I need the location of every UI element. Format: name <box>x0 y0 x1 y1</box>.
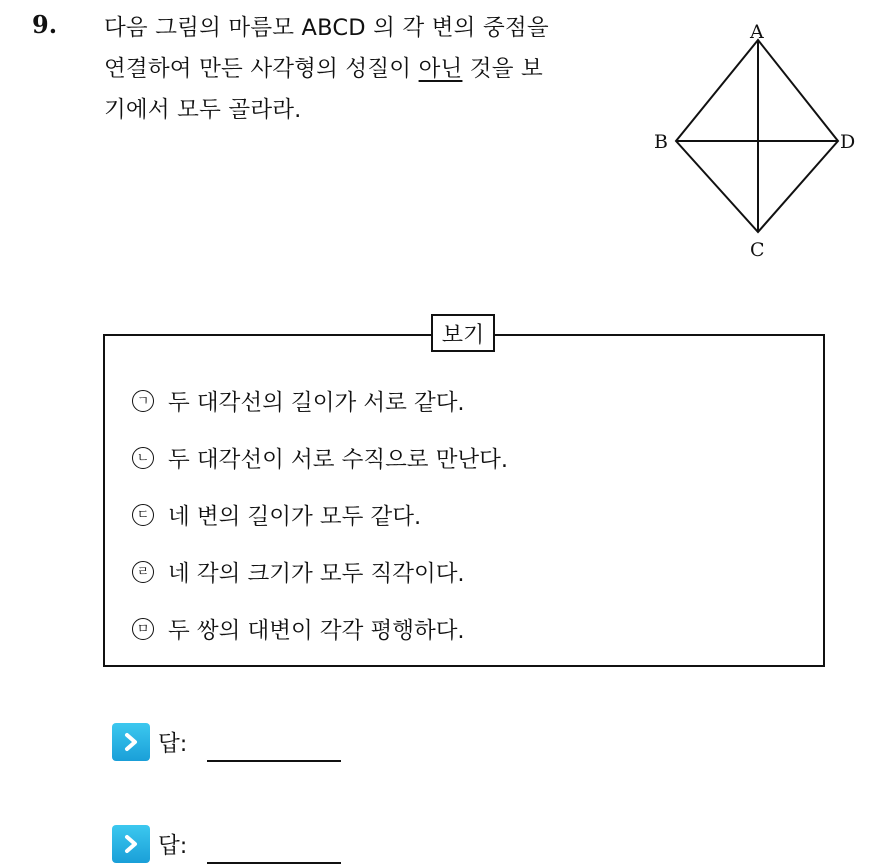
answer-row-1 <box>112 722 341 762</box>
choice-item <box>132 440 508 476</box>
choice-mark: ㄷ <box>132 504 154 526</box>
answer-blank[interactable] <box>207 730 341 762</box>
answer-label: 답: <box>158 833 188 859</box>
rhombus-figure <box>640 18 862 268</box>
question-line-2-end: 것을 보 <box>462 56 543 82</box>
vertex-label-d: D <box>840 131 856 153</box>
choice-text: 두 대각선의 길이가 서로 같다. <box>168 390 465 416</box>
choice-item <box>132 383 465 419</box>
answer-blank[interactable] <box>207 832 341 864</box>
question-line-2 <box>104 49 624 90</box>
vertex-label-c: C <box>750 239 765 261</box>
choice-item <box>132 497 421 533</box>
choice-text: 두 쌍의 대변이 각각 평행하다. <box>168 618 465 644</box>
question-line-2-start: 연결하여 만든 사각형의 성질이 <box>104 56 419 82</box>
question-number: 9. <box>32 10 58 39</box>
choice-mark: ㄹ <box>132 561 154 583</box>
chevron-right-icon <box>112 723 150 761</box>
bogi-title: 보기 <box>431 314 495 352</box>
choice-item <box>132 611 465 647</box>
underlined-keyword: 아닌 <box>418 56 463 82</box>
question-line-1: 다음 그림의 마름모 ABCD 의 각 변의 중점을 <box>104 15 549 41</box>
choice-text: 두 대각선이 서로 수직으로 만난다. <box>168 447 509 473</box>
choice-text: 네 변의 길이가 모두 같다. <box>168 504 422 530</box>
chevron-right-icon <box>112 825 150 863</box>
choice-mark: ㄱ <box>132 390 154 412</box>
question-line-3: 기에서 모두 골라라. <box>104 97 302 123</box>
vertex-label-b: B <box>654 131 668 153</box>
choice-mark: ㅁ <box>132 618 154 640</box>
choice-text: 네 각의 크기가 모두 직각이다. <box>168 561 465 587</box>
vertex-label-a: A <box>750 21 764 43</box>
answer-row-2 <box>112 824 341 864</box>
answer-label: 답: <box>158 731 188 757</box>
choice-mark: ㄴ <box>132 447 154 469</box>
choice-item <box>132 554 465 590</box>
question-text <box>104 8 624 131</box>
